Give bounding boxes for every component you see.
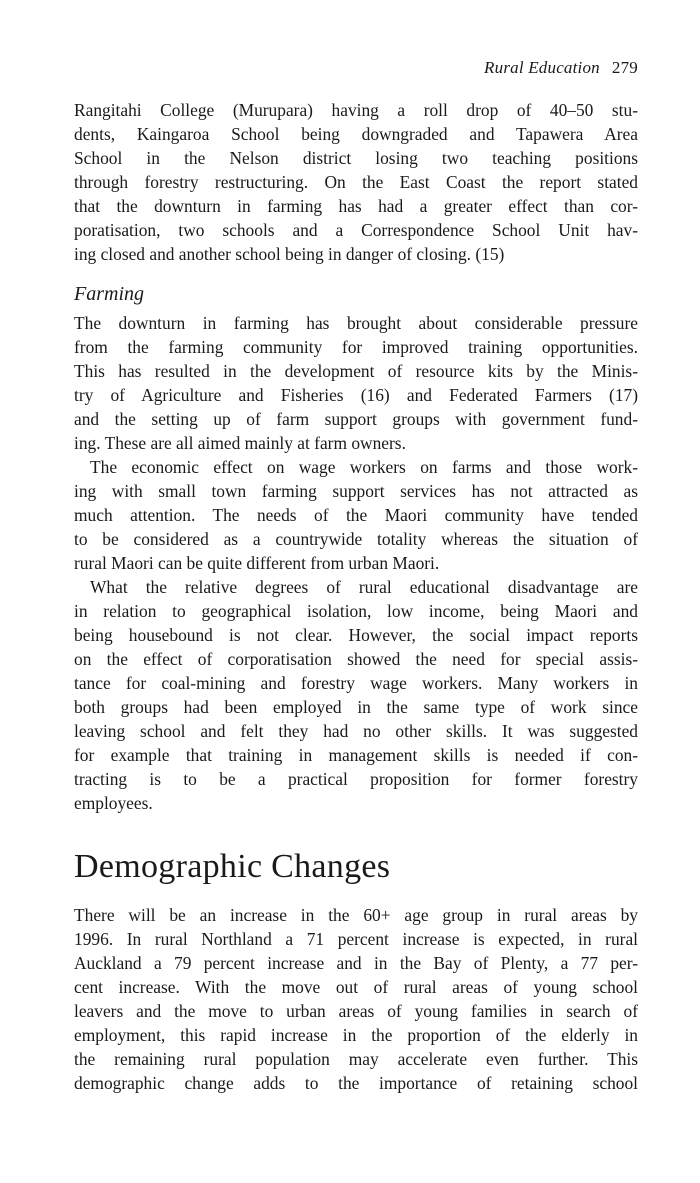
- section-heading: Demographic Changes: [74, 848, 391, 885]
- text-line: leavers and the move to urban areas of young families in search of: [74, 1001, 638, 1021]
- text-line: the remaining rural population may accelerate even further. This: [74, 1049, 638, 1069]
- text-line: 1996. In rural Northland a 71 percent increase is expected, in rural: [74, 929, 638, 949]
- text-line: tance for coal-mining and forestry wage workers. Many workers in: [74, 673, 638, 693]
- running-head-title: Rural Education: [484, 58, 600, 77]
- text-line: ing. These are all aimed mainly at farm owners.: [74, 433, 406, 453]
- text-line: on the effect of corporatisation showed the need for special assis-: [74, 649, 638, 669]
- text-line: cent increase. With the move out of rural areas of young school: [74, 977, 638, 997]
- text-line: demographic change adds to the importance of retaining school: [74, 1073, 638, 1093]
- text-line: rural Maori can be quite different from urban Maori.: [74, 553, 440, 573]
- text-line: much attention. The needs of the Maori community have tended: [74, 505, 638, 525]
- page-number: 279: [611, 58, 638, 77]
- text-line: This has resulted in the development of resource kits by the Minis-: [74, 361, 638, 381]
- text-line: employees.: [74, 793, 153, 813]
- text-line: The economic effect on wage workers on farms and those work-: [90, 457, 638, 477]
- text-line: Rangitahi College (Murupara) having a roll drop of 40–50 stu-: [74, 100, 638, 120]
- text-line: What the relative degrees of rural educational disadvantage are: [90, 577, 638, 597]
- text-line: try of Agriculture and Fisheries (16) and Federated Farmers (17): [74, 385, 638, 405]
- running-head: [484, 58, 638, 78]
- text-line: through forestry restructuring. On the East Coast the report stated: [74, 172, 638, 192]
- text-line: from the farming community for improved training opportunities.: [74, 337, 638, 357]
- text-line: ing closed and another school being in danger of closing. (15): [74, 244, 505, 264]
- text-line: tracting is to be a practical proposition for former forestry: [74, 769, 638, 789]
- text-line: in relation to geographical isolation, low income, being Maori and: [74, 601, 638, 621]
- text-line: leaving school and felt they had no other skills. It was suggested: [74, 721, 638, 741]
- text-line: that the downturn in farming has had a greater effect than cor-: [74, 196, 638, 216]
- text-line: Auckland a 79 percent increase and in the Bay of Plenty, a 77 per-: [74, 953, 638, 973]
- text-line: The downturn in farming has brought about considerable pressure: [74, 313, 638, 333]
- text-line: dents, Kaingaroa School being downgraded and Tapawera Area: [74, 124, 638, 144]
- subheading-farming: Farming: [74, 283, 144, 305]
- text-line: to be considered as a countrywide totality whereas the situation of: [74, 529, 638, 549]
- text-line: ing with small town farming support services has not attracted as: [74, 481, 638, 501]
- text-line: being housebound is not clear. However, the social impact reports: [74, 625, 638, 645]
- text-line: There will be an increase in the 60+ age group in rural areas by: [74, 905, 638, 925]
- text-line: both groups had been employed in the same type of work since: [74, 697, 638, 717]
- text-line: employment, this rapid increase in the proportion of the elderly in: [74, 1025, 638, 1045]
- text-line: for example that training in management skills is needed if con-: [74, 745, 638, 765]
- text-line: and the setting up of farm support groups with government fund-: [74, 409, 638, 429]
- text-line: School in the Nelson district losing two teaching positions: [74, 148, 638, 168]
- text-line: poratisation, two schools and a Correspondence School Unit hav-: [74, 220, 638, 240]
